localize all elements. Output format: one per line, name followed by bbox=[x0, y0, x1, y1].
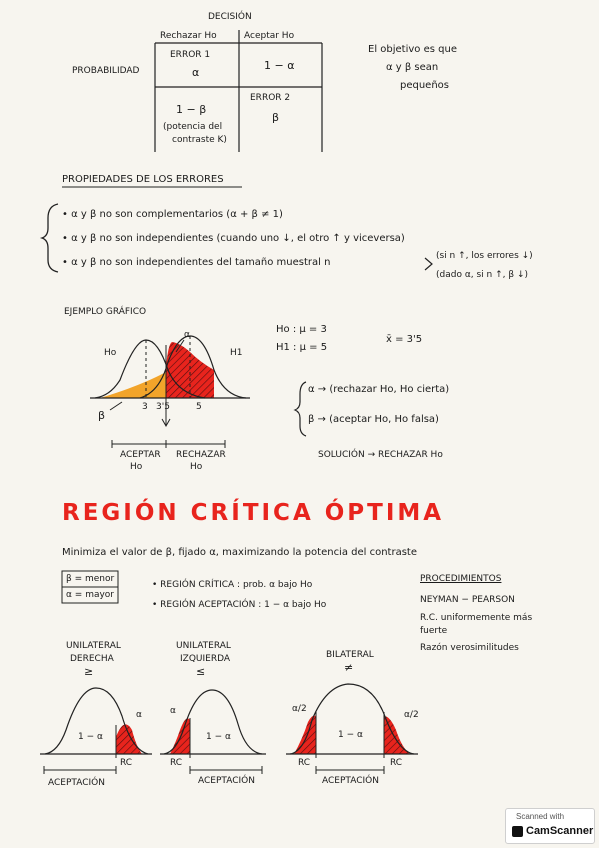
procedure-2-cont: fuerte bbox=[420, 626, 448, 636]
bi-graph-alpha-half-right: α/2 bbox=[404, 710, 419, 720]
procedures-title: PROCEDIMIENTOS bbox=[420, 574, 502, 584]
h1-statement: H1 : μ = 5 bbox=[276, 342, 328, 353]
decision-title: DECISIÓN bbox=[208, 12, 252, 22]
region-description: Minimiza el valor de β, fijado α, maximizando la potencia del contraste bbox=[62, 547, 417, 558]
scanned-with-text: Scanned with bbox=[516, 812, 565, 821]
decision-table-lines bbox=[155, 30, 322, 152]
alpha-definition: α → (rechazar Ho, Ho cierta) bbox=[308, 384, 450, 395]
graph-beta-label: β bbox=[98, 409, 106, 422]
procedure-3: Razón verosimilitudes bbox=[420, 643, 519, 653]
one-minus-alpha-cell: 1 − α bbox=[264, 59, 295, 72]
power-note-2: contraste K) bbox=[172, 135, 227, 145]
left-graph-alpha: α bbox=[170, 706, 176, 716]
graph-alpha-label: α bbox=[184, 330, 190, 340]
sample-mean: x̄ = 3'5 bbox=[386, 334, 423, 345]
property-1: • α y β no son complementarios (α + β ≠ 1) bbox=[62, 209, 283, 220]
property-3: • α y β no son independientes del tamaño muestral n bbox=[62, 257, 331, 268]
region-title: REGIÓN CRÍTICA ÓPTIMA bbox=[62, 500, 445, 526]
power-note-1: (potencia del bbox=[163, 122, 223, 132]
right-graph-rc: RC bbox=[120, 758, 133, 768]
h0-statement: Ho : μ = 3 bbox=[276, 324, 327, 335]
right-graph-1-alpha: 1 − α bbox=[78, 732, 103, 742]
curve-h0-label: Ho bbox=[104, 348, 117, 358]
alpha-beta-brace bbox=[295, 382, 306, 436]
camscanner-logo-icon bbox=[512, 826, 523, 837]
tick-3-5: 3'5 bbox=[156, 402, 170, 412]
bi-graph-acceptance: ACEPTACIÓN bbox=[322, 776, 379, 786]
bi-graph-rc-right: RC bbox=[390, 758, 403, 768]
bi-graph-rc-left: RC bbox=[298, 758, 311, 768]
curve-h1-label: H1 bbox=[230, 348, 243, 358]
power-cell: 1 − β bbox=[176, 103, 207, 116]
properties-title: PROPIEDADES DE LOS ERRORES bbox=[62, 174, 224, 185]
row-probability-label: PROBABILIDAD bbox=[72, 66, 140, 76]
example-title: EJEMPLO GRÁFICO bbox=[64, 307, 147, 317]
accept-h0-label: ACEPTAR bbox=[120, 450, 161, 460]
alpha-cell: α bbox=[192, 66, 200, 79]
col-reject-header: Rechazar Ho bbox=[160, 31, 217, 41]
error2-label: ERROR 2 bbox=[250, 93, 291, 103]
sample-size-brace bbox=[425, 258, 432, 270]
col-accept-header: Aceptar Ho bbox=[244, 31, 295, 41]
property-2: • α y β no son independientes (cuando uno ↓, el otro ↑ y viceversa) bbox=[62, 233, 405, 244]
property-3-note-a: (si n ↑, los errores ↓) bbox=[436, 251, 533, 261]
left-unilateral-sign: ≤ bbox=[196, 665, 206, 678]
goal-line-2: α y β sean bbox=[386, 62, 439, 73]
critical-region-def: • REGIÓN CRÍTICA : prob. α bajo Ho bbox=[152, 580, 313, 590]
properties-brace bbox=[42, 204, 58, 272]
camscanner-brand: CamScanner bbox=[526, 825, 594, 837]
accept-h0-sub: Ho bbox=[130, 462, 143, 472]
left-graph-1-alpha: 1 − α bbox=[206, 732, 231, 742]
error1-label: ERROR 1 bbox=[170, 50, 211, 60]
tick-5: 5 bbox=[196, 402, 202, 412]
right-graph-acceptance: ACEPTACIÓN bbox=[48, 778, 105, 788]
procedure-2: R.C. uniformemente más bbox=[420, 613, 533, 623]
reject-h0-label: RECHAZAR bbox=[176, 450, 226, 460]
left-unilateral-sub: IZQUIERDA bbox=[180, 654, 231, 664]
bilateral-title: BILATERAL bbox=[326, 650, 374, 660]
bilateral-sign: ≠ bbox=[344, 661, 354, 674]
box-alpha: α = mayor bbox=[66, 590, 115, 600]
right-unilateral-sign: ≥ bbox=[84, 665, 94, 678]
tick-3: 3 bbox=[142, 402, 148, 412]
goal-line-1: El objetivo es que bbox=[368, 44, 457, 55]
left-unilateral-title: UNILATERAL bbox=[176, 641, 231, 651]
right-unilateral-sub: DERECHA bbox=[70, 654, 114, 664]
bi-graph-alpha-half-left: α/2 bbox=[292, 704, 307, 714]
solution: SOLUCIÓN → RECHAZAR Ho bbox=[318, 450, 443, 460]
bi-graph-1-alpha: 1 − α bbox=[338, 730, 363, 740]
beta-definition: β → (aceptar Ho, Ho falsa) bbox=[308, 414, 439, 425]
procedure-1: NEYMAN − PEARSON bbox=[420, 595, 515, 605]
property-3-note-b: (dado α, si n ↑, β ↓) bbox=[436, 270, 529, 280]
left-graph-acceptance: ACEPTACIÓN bbox=[198, 776, 255, 786]
left-graph-rc: RC bbox=[170, 758, 183, 768]
beta-cell: β bbox=[272, 111, 280, 124]
right-unilateral-title: UNILATERAL bbox=[66, 641, 121, 651]
reject-h0-sub: Ho bbox=[190, 462, 203, 472]
camscanner-watermark bbox=[505, 808, 595, 844]
acceptance-region-def: • REGIÓN ACEPTACIÓN : 1 − α bajo Ho bbox=[152, 600, 327, 610]
right-graph-alpha: α bbox=[136, 710, 142, 720]
box-beta: β = menor bbox=[66, 574, 115, 584]
right-unilateral-graph bbox=[40, 688, 152, 774]
goal-line-3: pequeños bbox=[400, 80, 450, 91]
